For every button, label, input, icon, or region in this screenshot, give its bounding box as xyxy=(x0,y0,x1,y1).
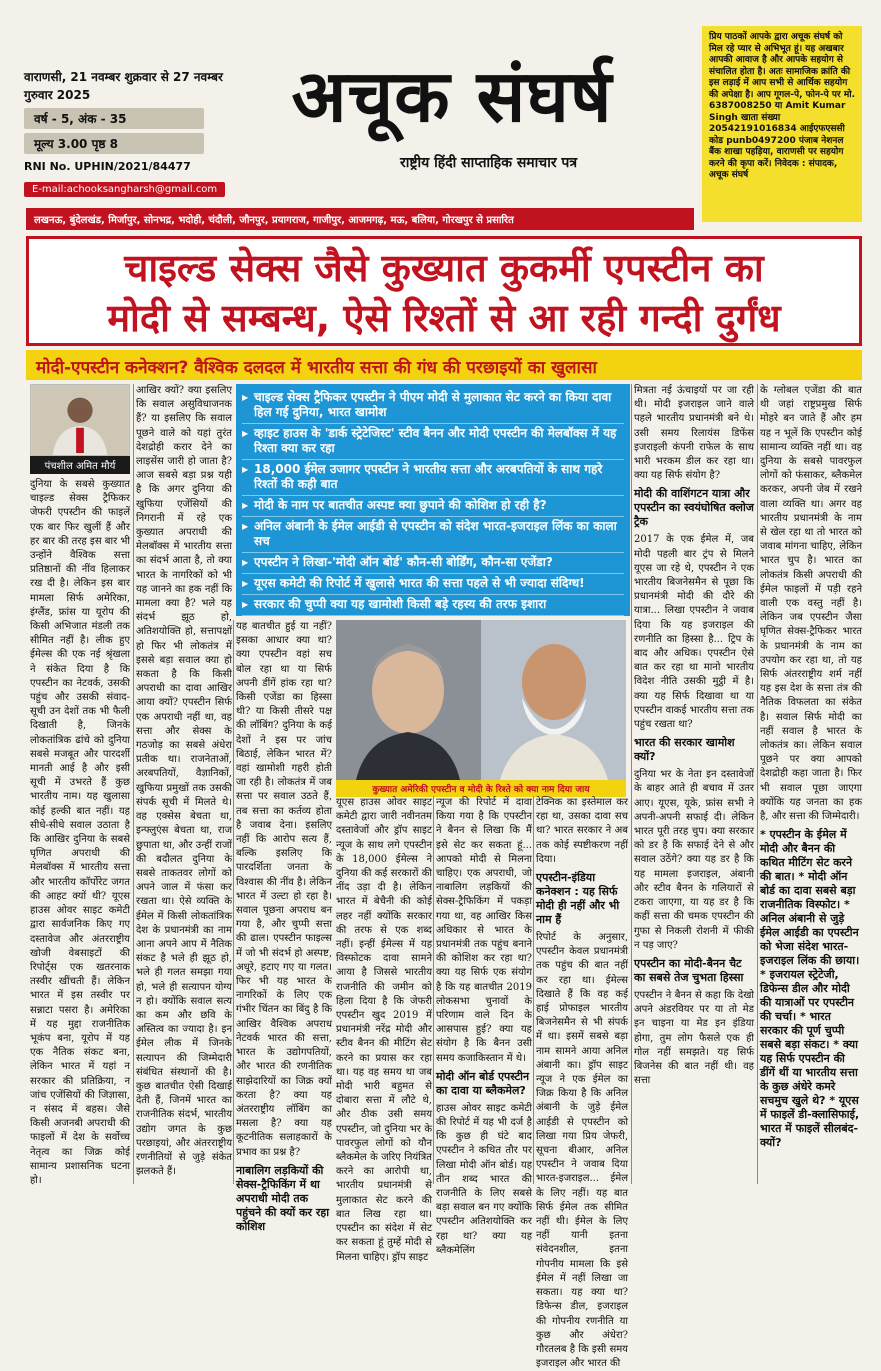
tagline: राष्ट्रीय हिंदी साप्ताहिक समाचार पत्र xyxy=(400,155,578,171)
column-divider xyxy=(233,620,234,1184)
column-text: न्यूज की रिपोर्ट में दावा किया गया है कि एपस्टीन ने बैनन से लिखा कि मैं इसे सेट कर सकता हूं... आपको मोदी से मिलना चाहिए। एक अपराधी, जो नाबालिग लड़कियों की सेक्स-ट्रैफिकिंग में पकड़ा गया था, वह आखिर किस अधिकार से भारत के प्रधानमंत्री तक पहुंच बनाने की कोशिश कर रहा था? क्या यह सिर्फ एक संयोग है कि यह बातचीत 2019 लोकसभा चुनावों के परिणाम वाले दिन के आसपास हुई? क्या यह संयोग है कि बैनन उसी समय कजाकिस्तान में थे। xyxy=(436,797,532,1064)
column-text: एपस्टीन ने बैनन से कहा कि देखो अपने अंडरवियर पर या तो मेड इन चाइना या मेड इन इंडिया होगा, तुम लोग फैसले एक ही गोल नहीं समझते। यह सिर्फ बिजनेस की बात नहीं थी। वह सत्ता xyxy=(634,989,754,1087)
article-column-4: यूएस हाउस ओवर साइट कमेटी द्वारा जारी नवीनतम दस्तावेजों और ड्रॉप साइट न्यूज के साथ लगे एपस्टीन के 18,000 ईमेल्स ने दुनिया की कई सरकारों की नींद उड़ा दी है। लेकिन भारत में बेचैनी की कोई लहर नहीं क्योंकि सरकार की तरफ से एक शब्द नहीं। इन्हीं ईमेल्स में यह विस्फोटक दावा सामने आया है जिससे भारतीय राजनीति की जमीन को हिला दिया है कि जेफरी एपस्टीन खुद 2019 में प्रधानमंत्री नरेंद्र मोदी और स्टीव बैनन की मीटिंग सेट करने का प्रयास कर रहा था। यह वह समय था जब मोदी भारी बहुमत से दोबारा सत्ता में लौटे थे, और ठीक उसी समय एपस्टीन, जो दुनिया भर के पावरफुल लोगों को यौन ब्लैकमेल के जरिए नियंत्रित करने का आरोपी था, भारतीय प्रधानमंत्री से मुलाकात सेट करने की बात लिख रहा था। एपस्टीन का संदेश में सेट कर सकता हूं तुम्हें मोदी से मिलना चाहिए। ड्रॉप साइट xyxy=(336,797,432,1263)
article-column-3 xyxy=(236,620,332,1233)
reader-notice: प्रिय पाठकों आपके द्वारा अचूक संघर्ष को मिल रहे प्यार से अभिभूत हूं। यह अखबार आपकी आवाज है और आपके सहयोग से संचालित होता है। अतः सामाजिक क्रांति की इस लड़ाई में आप सभी से आर्थिक सहयोग की अपेक्षा है। आप गूगल-पे, फोन-पे पर मो. 6387008250 या Amit Kumar Singh खाता संख्या 20542191016834 आईएफएससी कोड punb0497200 पंजाब नेशनल बैंक शाखा पहड़िया, वाराणसी पर सहयोग करने की कृपा करें। निवेदक : संपादक, अचूक संघर्ष xyxy=(702,26,862,222)
highlight-item: ▶ एपस्टीन ने लिखा-'मोदी ऑन बोर्ड' कौन-सी बोर्डिंग, कौन-सा एजेंडा? xyxy=(242,553,624,574)
volume-label: वर्ष - 5, अंक - 35 xyxy=(24,108,204,129)
column-divider xyxy=(631,384,632,1184)
epstein-photo xyxy=(336,620,481,780)
headline-line-1: चाइल्ड सेक्स जैसे कुख्यात कुकर्मी एपस्टीन का xyxy=(124,246,764,290)
column-text: टेक्निक का इस्तेमाल कर रहा था, उसका दावा सच था? भारत सरकार ने अब तक कोई स्पष्टीकरण नहीं दिया। xyxy=(536,797,628,865)
column-text: यह बातचीत हुई या नहीं? xyxy=(236,621,332,632)
author-name: पंचशील अमित मौर्य xyxy=(30,456,130,474)
date-range: वाराणसी, 21 नवम्बर शुक्रवार से 27 नवम्बर गुरुवार 2025 xyxy=(24,70,223,102)
section-heading: नाबालिग लड़कियों की सेक्स-ट्रैफिकिंग में था अपराधी मोदी तक पहुंचने की क्यों कर रहा कोशिश xyxy=(236,1163,330,1233)
author-photo xyxy=(30,384,130,456)
column-text: इसका आधार क्या था? क्या एपस्टीन वहां सच बोल रहा था या सिर्फ अपनी डींगें हांक रहा था? किसी एजेंडा का हिस्सा थी? या किसी तीसरे पक्ष की लॉबिंग? दुनिया के कई देशों ने इस पर जांच बिठाई, लेकिन भारत में? वहां खामोशी गहरी होती जा रही है। लोकतंत्र में जब सत्ता पर सवाल उठते हैं, तब सत्ता का कर्तव्य होता है जवाब देना। इसलिए नहीं कि आरोप सत्य हैं, बल्कि इसलिए कि पारदर्शिता जनता के विश्वास की नींव है। लेकिन भारत में उल्टा हो रहा है। सवाल पूछना अपराध बन गया है, और चुप्पी सत्ता की ढाल। एपस्टीन फाइल्स में जो भी संदर्भ हो अस्पष्ट, अधूरे, हटाए गए या गलत। फिर भी यह भारत के नागरिकों के लिए एक गंभीर चिंतन का बिंदु है कि आखिर वैश्विक अपराध नेटवर्क भारत की सत्ता, भारत के उद्योगपतियों, और भारत की रणनीतिक साझेदारियों का जिक्र क्यों करता है? क्या यह अंतरराष्ट्रीय लॉबिंग का मसला है? क्या यह कूटनीतिक सलाहकारों के प्रभाव का प्रश्न है? xyxy=(236,635,332,1158)
author-portrait-icon xyxy=(31,385,129,455)
column-divider xyxy=(133,384,134,1184)
section-heading: एपस्टीन-इंडिया कनेक्शन : यह सिर्फ मोदी ही नहीं और भी नाम हैं xyxy=(536,871,620,927)
column-text: 2017 के एक ईमेल में, जब मोदी पहली बार ट्रंप से मिलने यूएस जा रहे थे, एपस्टीन ने एक भारतीय बिजनेसमैन से पूछा कि प्रधानमंत्री मोदी की दौरे की यात्रा... लिखा एपस्टीन ने जवाब दिया कि यह इजराइल की रणनीति का हिस्सा है... ट्रिप के बाद और अधिक। एपस्टीन ऐसे बात कर रहा था मानो भारतीय विदेश नीति उसकी मुट्ठी में है। क्या यह सिर्फ दिखावा था या एपस्टीन वाकई भारतीय सत्ता तक पहुंच रखता था? xyxy=(634,534,754,731)
highlight-item: ▶ चाइल्ड सेक्स ट्रैफिकर एपस्टीन ने पीएम मोदी से मुलाकात सेट करने का किया दावा हिल गई दुनिया, भारत खामोश xyxy=(242,388,624,424)
headline-box xyxy=(26,236,862,346)
section-heading: मोदी की वाशिंगटन यात्रा और एपस्टीन का स्वयंघोषित क्लोज ट्रैक xyxy=(634,487,754,529)
rni-number: RNI No. UPHIN/2021/84477 xyxy=(24,160,191,173)
column-divider xyxy=(433,796,434,1184)
modi-photo xyxy=(481,620,626,780)
highlight-item: ▶ 18,000 ईमेल उजागर एपस्टीन ने भारतीय सत्ता और अरबपतियों के साथ गहरे रिश्तों की कही बात xyxy=(242,460,624,496)
article-column-2: आखिर क्यों? क्या इसलिए कि सवाल असुविधाजनक हैं? या इसलिए कि सवाल पूछने वाले को यहां तुरंत देशद्रोही करार देने का लाइसेंस जारी हो जाता है? आज सबसे बड़ा प्रश्न यही है कि अगर दुनिया की खुफिया एजेंसियों की निगरानी में रहे एक कुख्यात अपराधी की मेलबॉक्स में भारतीय सत्ता का संदर्भ आता है, तो क्या भारत के नागरिकों को भी यह जानने का हक नहीं कि मामला क्या है? भले यह संदर्भ झूठ हो, अतिशयोक्ति हो, सत्तापक्षों हो फिर भी लोकतंत्र में इससे बड़ा सवाल क्या हो सकता है कि किसी अपराधी का दावा आखिर आया क्यों? एपस्टीन सिर्फ एक अपराधी नहीं था, वह सत्ता और सेक्स के गठजोड़ का सबसे अंधेरा प्रतीक था। राजनेताओं, अरबपतियों, वैज्ञानिकों, खुफिया प्रमुखों तक उसकी संपर्क सूची में मिलते थे। वह एक्सेस बेचता था, इन्फ्लुएंस बेचता था, राज छुपाता था, और उन्हीं राजों की बदौलत दुनिया के सबसे ताकतवर लोगों को अपने जाल में फंसा कर रखता था। ऐसे व्यक्ति के ईमेल में किसी लोकतांत्रिक देश के प्रधानमंत्री का नाम आना अपने आप में नैतिक संकट है भले ही झूठ हो, भले ही गलत समझा गया हो, भले ही सत्यापन योग्य न हो। क्योंकि सवाल सत्य का कम और छवि के अस्तित्व का ज्यादा है। इन ईमेल लीक में जिनके सत्यापन की जिम्मेदारी संबंधित संस्थानों की है। कुछ बातचीत ऐसी दिखाई देती हैं, जिनमें भारत का राजनीतिक संदर्भ, भारतीय उद्योग जगत के कुछ परछाइयां, और अंतरराष्ट्रीय रणनीतियों से जुड़े संकेत झलकते हैं। xyxy=(136,385,232,1178)
highlight-item: ▶ व्हाइट हाउस के 'डार्क स्ट्रेटेजिस्ट' स्टीव बैनन और मोदी एपस्टीन की मेलबॉक्स में यह रिश्ता क्या कर रहा xyxy=(242,424,624,460)
subheadline: मोदी-एपस्टीन कनेक्शन? वैश्विक दलदल में भारतीय सत्ता की गंध की परछाइयों का खुलासा xyxy=(26,350,862,380)
article-column-6 xyxy=(536,796,628,1370)
section-heading: मोदी ऑन बोर्ड एपस्टीन का दावा या ब्लैकमेल? xyxy=(436,1069,530,1097)
article-column-7 xyxy=(634,384,754,1184)
column-text: मित्रता नई ऊंचाइयों पर जा रही थी। मोदी इजराइल जाने वाले पहले भारतीय प्रधानमंत्री बने थे। उसी समय रिलायंस डिफेंस इजराइली कंपनी राफेल के साथ भारी भरकम डील कर रहा था। क्या यह सिर्फ संयोग है? xyxy=(634,385,754,482)
issue-info xyxy=(24,108,204,158)
article-column-5 xyxy=(436,796,532,1256)
column-text: हाउस ओवर साइट कमेटी की रिपोर्ट में यह भी दर्ज है कि कुछ ही घंटे बाद एपस्टीन ने कथित तौर पर लिखा मोदी ऑन बोर्ड। यह तीन शब्द भारत की राजनीति के लिए सबसे बड़ा सवाल बन गए क्योंकि एपस्टीन अतिशयोक्ति कर रहा था? क्या यह ब्लैकमेलिंग xyxy=(436,1102,532,1256)
column-divider xyxy=(757,384,758,1184)
key-points: * एपस्टीन के ईमेल में मोदी और बैनन की कथित मीटिंग सेट करने की बात। * मोदी ऑन बोर्ड का दावा सबसे बड़ा राजनीतिक विस्फोट। * अनिल अंबानी से जुड़े ईमेल आईडी का एपस्टीन को भेजा संदेश भारत-इजराइल लिंक की छाया। * इजरायल स्ट्रेटेजी, डिफेन्स डील और मोदी की यात्राओं पर एपस्टीन की चर्चा। * भारत सरकार की पूर्ण चुप्पी सबसे बड़ा संकट। * क्या यह सिर्फ एपस्टीन की डींगें थीं या भारतीय सत्ता के कुछ अंधेरे कमरे सचमुच खुले थे? * यूएस में फाइलें डी-क्लासिफाई, भारत में फाइलें सीलबंद-क्यों? xyxy=(760,828,860,1150)
article-column-8 xyxy=(760,384,862,1184)
article-column-1: दुनिया के सबसे कुख्यात चाइल्ड सेक्स ट्रैफिकर जेफरी एपस्टीन की फाइलें एक बार फिर खुलीं हैं और हर बार की तरह इस बार भी उन्होंने वैश्विक सत्ता प्रतिष्ठानों की नींव हिलाकर रख दी है। लेकिन इस बार मामला सिर्फ अमेरिका, इंग्लैंड, फ्रांस या यूरोप की किसी अभिजात मंडली तक सीमित नहीं है। लीक हुए ईमेल्स की एक नई श्रृंखला ने संकेत दिया है कि एपस्टीन का नेटवर्क, उसकी पहुंच और उसकी संवाद-सूची उन देशों तक भी फैली दिखाती है, जिनके लोकतांत्रिक ढांचे को दुनिया सबसे मजबूत और पारदर्शी मानती आई है और इसी सूची में उभरते हैं कुछ भारतीय नाम। यह खुलासा कोई हल्की बात नहीं। यह सीधे-सीधे सवाल उठाता है कि आखिर दुनिया के सबसे घृणित अपराधी की मेलबॉक्स में भारतीय सत्ता और भारतीय कॉर्पोरेट जगत की आहट क्यों थी? यूएस हाउस ओवर साइट कमेटी द्वारा सार्वजनिक किए गए दस्तावेज और अंतरराष्ट्रीय खोजी वेबसाइटों की रिपोर्ट्स एक खतरनाक तस्वीर खींचती हैं। लेकिन भारत में इस तस्वीर पर सन्नाटा पसरा है। अमेरिका में यह मुद्दा राजनीतिक भूकंप बना, यूरोप में यह एक नैतिक संकट बना, लेकिन भारत में यहां न सरकार की प्रतिक्रिया, न जांच एजेंसियों की जिज्ञासा, न संसद में बहस। जैसे किसी अजनबी अपराधी की फाइलों में देश के सर्वोच्च नेतृत्व का जिक्र कोई सामान्य प्रशासनिक घटना हो। xyxy=(30,479,130,1186)
price-label: मूल्य 3.00 पृष्ठ 8 xyxy=(24,133,204,154)
email-address[interactable]: E-mail:achooksangharsh@gmail.com xyxy=(24,182,225,197)
column-text: के ग्लोबल एजेंडा की बात थी जहां राष्ट्रप्रमुख सिर्फ मोहरे बन जाते हैं और हम यह न भूलें कि एपस्टीन कोई सामान्य व्यक्ति नहीं था। वह दुनिया के सबसे पावरफुल लोगों को फंसाकर, ब्लैकमेल करकर, अपनी जेब में रखने वाला व्यक्ति था। अगर वह भारतीय प्रधानमंत्री के नाम से खेल रहा था तो भारत को जवाब मांगना चाहिए, लेकिन भारत चुप है। भारत का लोकतंत्र किसी अपराधी की ईमेल फाइलों में पड़ी रहने वाली एक वस्तु नहीं है। लेकिन जब एपस्टीन जैसा घृणित सेक्स-ट्रैफिकर भारत के प्रधानमंत्री के नाम का उपयोग कर रहा था, तो यह सिर्फ अंतरराष्ट्रीय शर्म नहीं यह इस देश के सत्ता तंत्र की नैतिक विफलता का संकेत है। सवाल सिर्फ मोदी का नहीं सवाल है भारत के लोकतंत्र का। लेकिन सवाल पूछने पर क्या आपको देशद्रोही कहा जाता है। फिर भी सवाल पूछा जाएगा क्योंकि यह जनता का हक है, और सत्ता की जिम्मेदारी। xyxy=(760,385,862,823)
section-heading: भारत की सरकार खामोश क्यों? xyxy=(634,736,735,764)
highlight-item: ▶ यूएस कमेटी की रिपोर्ट में खुलासे भारत की सत्ता पहले से भी ज्यादा संदिग्ध! xyxy=(242,574,624,595)
news-photos xyxy=(336,620,626,780)
section-heading: एपस्टीन का मोदी-बैनन चैट का सबसे तेज चुभता हिस्सा xyxy=(634,956,744,984)
highlights-box xyxy=(236,384,630,616)
highlight-item: ▶ मोदी के नाम पर बातचीत अस्पष्ट क्या छुपाने की कोशिश हो रही है? xyxy=(242,496,624,517)
highlight-item: ▶ सरकार की चुप्पी क्या यह खामोशी किसी बड़े रहस्य की तरफ इशारा xyxy=(242,595,624,616)
photo-caption: कुख्यात अमेरिकी एपस्टीन व मोदी के रिश्ते को क्या नाम दिया जाय xyxy=(336,780,626,797)
column-divider xyxy=(533,796,534,1184)
headline-line-2: मोदी से सम्बन्ध, ऐसे रिश्तों से आ रही गन्दी दुर्गंध xyxy=(107,296,781,340)
highlight-item: ▶ अनिल अंबानी के ईमेल आईडी से एपस्टीन को संदेश भारत-इजराइल लिंक का काला सच xyxy=(242,517,624,553)
column-text: दुनिया भर के नेता इन दस्तावेजों के बाहर आते ही बचाव में उतर आए। यूएस, यूके, फ्रांस सभी ने अपनी-अपनी सफाई दी। लेकिन भारत पूरी तरह चुप। क्या सरकार को डर है कि सफाई देने से और सवाल उठेंगे? क्या यह डर है कि यह मामला इजराइल, अंबानी और स्टीव बैनन के गलियारों से टकरा जाएगा, या यह डर है कि कहीं सत्ता की चमक एपस्टीन की गुफा से निकली रोशनी में फीकी न पड़ जाए? xyxy=(634,769,754,951)
column-text: रिपोर्ट के अनुसार, एपस्टीन केवल प्रधानमंत्री तक पहुंच की बात नहीं कर रहा था। ईमेल्स दिखाते हैं कि वह कई हाई प्रोफाइल भारतीय बिजनेसमैन से भी संपर्क में था। इसमें सबसे बड़ा नाम सामने आया अनिल अंबानी का। ड्रॉप साइट न्यूज ने एक ईमेल का जिक्र किया है कि अनिल अंबानी के जुड़े ईमेल आईडी से एपस्टीन को लिखा गया प्रिय जेफरी, सूचना बीआर, अनिल एपस्टीन ने जवाब दिया भारत-इजराइल... ईमेल के लिए नहीं। यह बात सिर्फ ईमेल तक सीमित नहीं थी। ईमेल के लिए नहीं यानी इतना संवेदनशील, इतना गोपनीय मामला कि इसे ईमेल में नहीं लिखा जा सकता। यह क्या था? डिफेन्स डील, इजराइल की गोपनीय रणनीति या कुछ और अंधेरा? गौरतलब है कि इसी समय इजराइल और भारत की xyxy=(536,932,628,1370)
region-strip: लखनऊ, बुंदेलखंड, मिर्जापुर, सोनभद्र, भदोही, चंदौली, जौनपुर, प्रयागराज, गाजीपुर, आजमगढ़, मऊ, बलिया, गोरखपुर से प्रसारित xyxy=(26,208,694,230)
newspaper-title: अचूक संघर्ष xyxy=(291,54,613,138)
